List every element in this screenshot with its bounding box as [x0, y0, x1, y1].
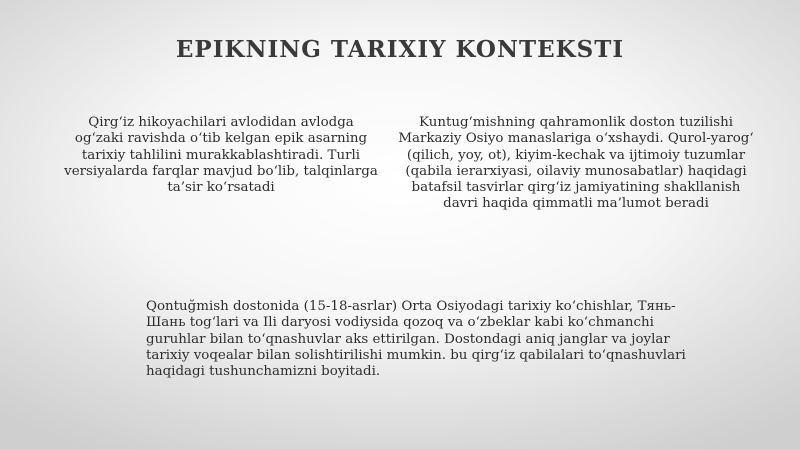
bottom-text-block: Qontuğmish dostonida (15-18-asrlar) Orta Osiyodagi tarixiy ko‘chishlar, Тянь-Шань tog‘lari va Ili daryosi vodiysida qozoq va o‘zbeklar kabi ko‘chmanchi guruhlar bilan to‘qnashuvlar aks ettirilgan. Dostondagi aniq janglar va joylar tarixiy voqealar bilan solishtirilishi mumkin. bu qirg‘iz qabilalari to‘qnashuvlari haqidagi tushunchamizni boyitadi. [146, 299, 686, 380]
left-text-block: Qirg‘iz hikoyachilari avlodidan avlodga og‘zaki ravishda o‘tib kelgan epik asarning tarixiy tahlilini murakkablashtiradi. Turli versiyalarda farqlar mavjud bo‘lib, talqinlarga ta’sir ko‘rsatadi [64, 115, 378, 196]
right-text-block: Kuntug‘mishning qahramonlik doston tuzilishi Markaziy Osiyo manaslariga o‘xshaydi. Qurol-yarog‘ (qilich, yoy, ot), kiyim-kechak va ijtimoiy tuzumlar (qabila ierarxiyasi, oilaviy munosabatlar) haqidagi batafsil tasvirlar qirg‘iz jamiyatining shakllanish davri haqida qimmatli ma’lumot beradi [398, 115, 754, 212]
slide-title: EPIKNING TARIXIY KONTEKSTI [175, 36, 625, 63]
